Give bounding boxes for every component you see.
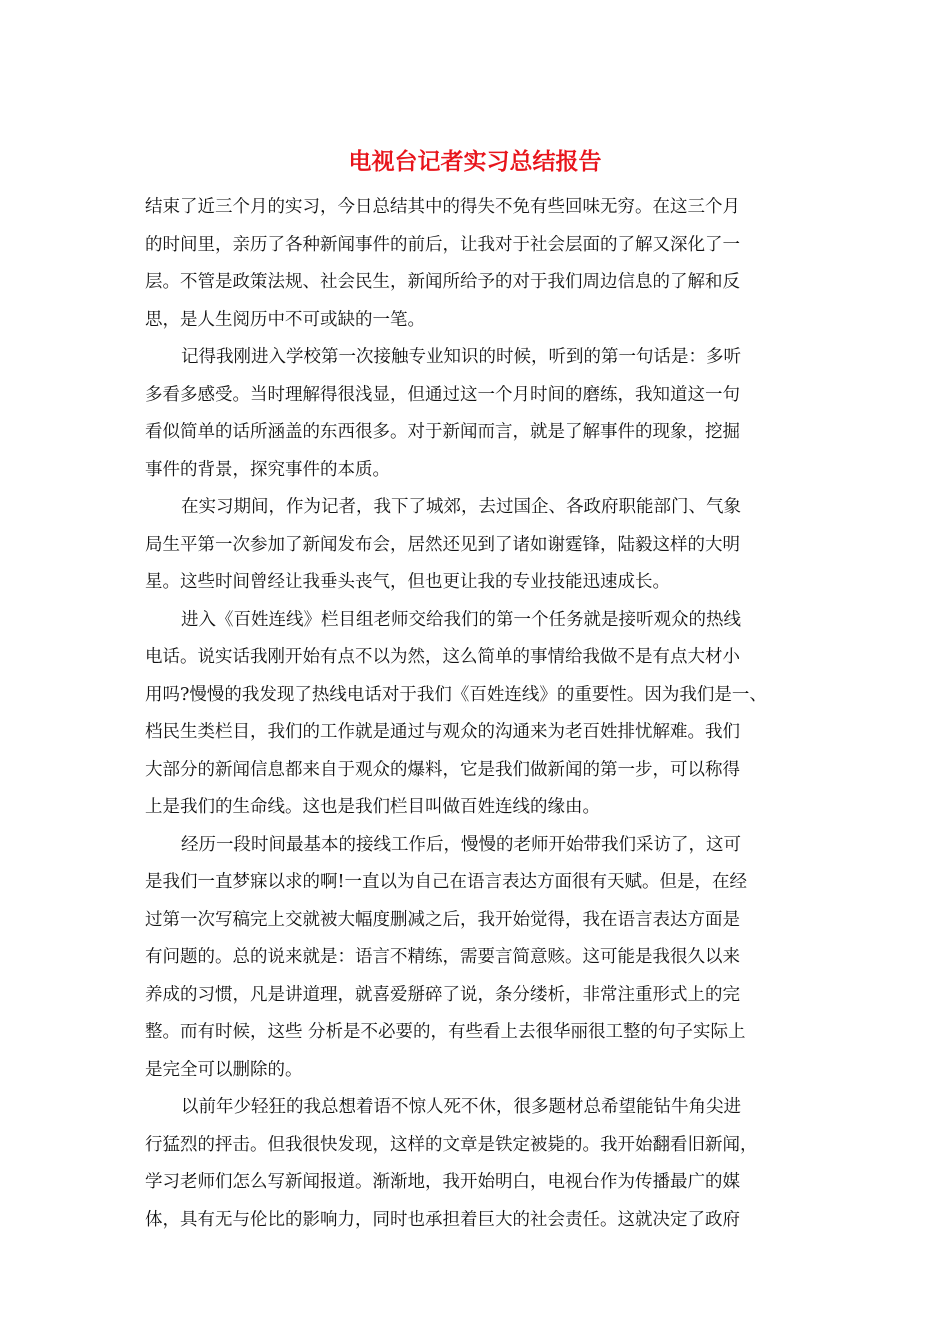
text-line: 进入《百姓连线》栏目组老师交给我们的第一个任务就是接听观众的热线	[181, 609, 741, 630]
text-line: 看似简单的话所涵盖的东西很多。对于新闻而言，就是了解事件的现象，挖掘	[145, 422, 740, 442]
text-line: 行猛烈的抨击。但我很快发现，这样的文章是铁定被毙的。我开始翻看旧新闻，	[145, 1134, 758, 1155]
text-line: 电话。说实话我刚开始有点不以为然，这么简单的事情给我做不是有点大材小	[145, 647, 740, 667]
text-line: 星。这些时间曾经让我垂头丧气，但也更让我的专业技能迅速成长。	[145, 572, 670, 592]
text-line: 在实习期间，作为记者，我下了城郊，去过国企、各政府职能部门、气象	[181, 497, 741, 517]
text-line: 是完全可以删除的。	[145, 1059, 303, 1080]
text-line: 思，是人生阅历中不可或缺的一笔。	[145, 309, 425, 330]
text-line: 用吗?慢慢的我发现了热线电话对于我们《百姓连线》的重要性。因为我们是一、	[145, 684, 767, 705]
paragraph	[145, 827, 825, 1090]
text-line: 层。不管是政策法规、社会民生，新闻所给予的对于我们周边信息的了解和反	[145, 272, 740, 292]
text-line: 体，具有无与伦比的影响力，同时也承担着巨大的社会责任。这就决定了政府	[145, 1209, 740, 1230]
text-line: 学习老师们怎么写新闻报道。渐渐地，我开始明白，电视台作为传播最广的媒	[145, 1172, 740, 1192]
text-line: 整。而有时候，这些 分析是不必要的，有些看上去很华丽很工整的句子实际上	[145, 1022, 746, 1042]
paragraph	[145, 602, 825, 827]
text-line: 多看多感受。当时理解得很浅显，但通过这一个月时间的磨练，我知道这一句	[145, 384, 740, 405]
text-line: 记得我刚进入学校第一次接触专业知识的时候，听到的第一句话是：多听	[181, 347, 741, 367]
text-line: 经历一段时间最基本的接线工作后，慢慢的老师开始带我们采访了，这可	[181, 834, 741, 855]
paragraph	[145, 189, 825, 339]
text-line: 局生平第一次参加了新闻发布会，居然还见到了诸如谢霆锋，陆毅这样的大明	[145, 534, 740, 555]
paragraph	[145, 1089, 825, 1239]
text-line: 以前年少轻狂的我总想着语不惊人死不休，很多题材总希望能钻牛角尖进	[181, 1097, 741, 1117]
text-line: 有问题的。总的说来就是：语言不精练，需要言简意赅。这可能是我很久以来	[145, 947, 740, 967]
text-line: 档民生类栏目，我们的工作就是通过与观众的沟通来为老百姓排忧解难。我们	[145, 722, 740, 742]
document-body	[145, 189, 825, 1239]
text-line: 结束了近三个月的实习，今日总结其中的得失不免有些回味无穷。在这三个月	[145, 197, 740, 217]
text-line: 的时间里，亲历了各种新闻事件的前后，让我对于社会层面的了解又深化了一	[145, 234, 740, 255]
text-line: 养成的习惯，凡是讲道理，就喜爱掰碎了说，条分缕析，非常注重形式上的完	[145, 984, 740, 1005]
paragraph	[145, 489, 825, 602]
text-line: 事件的背景，探究事件的本质。	[145, 459, 390, 480]
text-line: 大部分的新闻信息都来自于观众的爆料，它是我们做新闻的第一步，可以称得	[145, 759, 740, 780]
text-line: 上是我们的生命线。这也是我们栏目叫做百姓连线的缘由。	[145, 797, 600, 817]
text-line: 是我们一直梦寐以求的啊!一直以为自己在语言表达方面很有天赋。但是，在经	[145, 872, 748, 892]
document-title: 电视台记者实习总结报告	[348, 148, 602, 175]
text-line: 过第一次写稿完上交就被大幅度删减之后，我开始觉得，我在语言表达方面是	[145, 909, 740, 930]
paragraph	[145, 339, 825, 489]
